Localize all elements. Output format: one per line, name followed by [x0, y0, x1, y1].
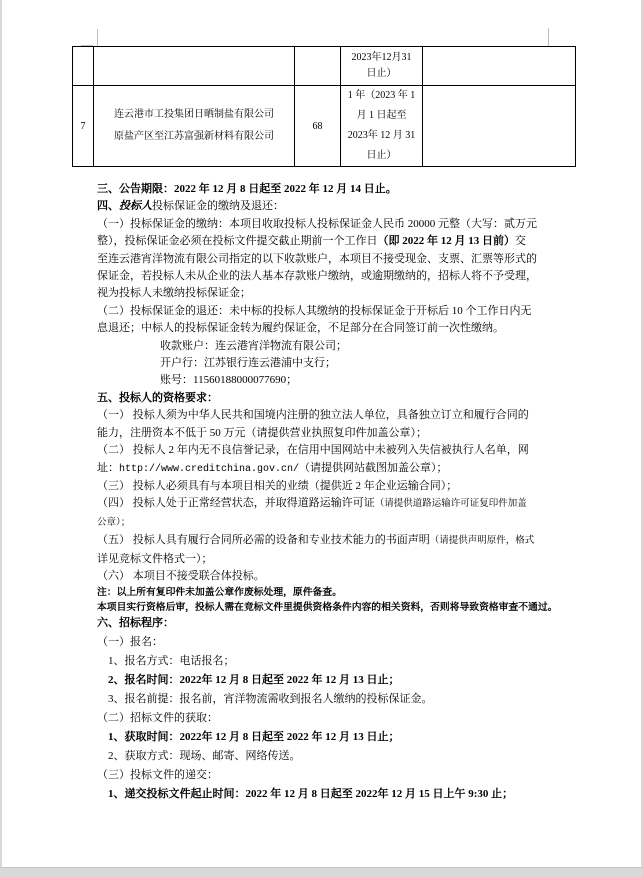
- text-run: 本项目实行资格后审，投标人需在竞标文件里提供资格条件内容的相关资料，否则将导致资格审查不通过。: [97, 602, 558, 614]
- text-run: 1、递交投标文件起止时间：2022 年 12 月 8 日起至 2022年 12 月 15 日上午 9:30 止；: [108, 787, 514, 800]
- text-line: [0, 532, 643, 550]
- text-run: 四、: [97, 200, 119, 213]
- text-run: （六） 本项目不接受联合体投标。: [97, 569, 265, 582]
- duration-line: 2023年 12 月 31: [347, 130, 416, 141]
- table-cell-remark: [423, 86, 576, 167]
- text-line: [0, 372, 643, 389]
- text-line: [0, 355, 643, 372]
- text-run: （二）投标保证金的退还：未中标的投标人其缴纳的投标保证金于开标后 10 个工作日内无: [97, 304, 532, 317]
- text-run: 1、获取时间：2022年 12 月 8 日起至 2022 年 12 月 13 日止；: [108, 730, 400, 743]
- text-run: （二） 投标人 2 年内无不良信誉记录，在信用中国网站中未被列入失信被执行人名单，网: [97, 444, 529, 457]
- text-run: 3、报名前提：报名前，宵洋物流需收到报名人缴纳的投标保证金。: [108, 692, 433, 705]
- duration-line: 2023年12月31: [351, 52, 412, 63]
- duration-line: 月 1 日起至: [356, 110, 407, 121]
- text-run: （四） 投标人处于正常经营状态，并取得道路运输许可证: [97, 497, 375, 510]
- text-run: （请提供道路运输许可证复印件加盖: [374, 499, 527, 510]
- text-line: [0, 216, 643, 233]
- text-line: [0, 671, 643, 690]
- table-cell-duration: [341, 86, 423, 167]
- table-cell-company: [94, 47, 295, 86]
- text-run: （二）招标文件的获取：: [97, 711, 218, 724]
- text-line: [0, 747, 643, 766]
- text-run: 息退还；中标人的投标保证金转为履约保证金，不足部分在合同签订前一次性缴纳。: [97, 322, 504, 335]
- text-run: （请提供网站截图加盖公章）；: [299, 461, 448, 474]
- duration-line: 日止）: [366, 68, 397, 79]
- text-line: [0, 390, 643, 407]
- text-run: 能力，注册资本不低于 50 万元（请提供营业执照复印件加盖公章）；: [97, 426, 427, 439]
- text-run: 投标人: [119, 200, 152, 213]
- text-line: [0, 251, 643, 268]
- text-line: [0, 495, 643, 513]
- text-line: [0, 568, 643, 585]
- text-line: [0, 615, 643, 632]
- text-line: [0, 600, 643, 615]
- text-run: 开户行：江苏银行连云港浦中支行；: [160, 357, 336, 370]
- text-line: [0, 460, 643, 478]
- text-run: 交: [515, 235, 526, 248]
- text-line: [0, 766, 643, 785]
- text-boundary-mark-left: [97, 29, 98, 46]
- text-run: （五） 投标人具有履行合同所必需的设备和专业技术能力的书面声明: [97, 534, 430, 547]
- text-line: [0, 478, 643, 495]
- body-text: [0, 181, 643, 804]
- table-cell-qty: 68: [295, 86, 341, 167]
- text-run: 投标保证金的缴纳及退还：: [152, 200, 284, 213]
- text-run: 视为投标人未缴纳投标保证金；: [97, 287, 251, 300]
- text-run: （一）投标保证金的缴纳：本项目收取投标人投标保证金人民币 20000 元整（大写：贰万元: [97, 217, 537, 230]
- table-cell-qty: [295, 47, 341, 86]
- text-run: 三、公告期限：2022 年 12 月 8 日起至 2022 年 12 月 14 日止。: [97, 183, 397, 195]
- text-run: （一）报名：: [97, 635, 163, 648]
- text-line: [0, 728, 643, 747]
- text-line: [0, 303, 643, 320]
- company-line: 原盐产区至江苏富强新材料有限公司: [114, 131, 274, 142]
- table-cell-duration: [341, 47, 423, 86]
- text-line: [0, 442, 643, 459]
- text-line: [0, 198, 643, 215]
- duration-line: 日止）: [366, 150, 397, 161]
- text-line: [0, 425, 643, 442]
- text-line: [0, 633, 643, 652]
- text-run: 1、报名方式：电话报名；: [108, 654, 235, 667]
- table-cell-no: [73, 47, 94, 86]
- text-run: 注：以上所有复印件未加盖公章作废标处理，原件备查。: [97, 587, 342, 599]
- text-run: 址：: [97, 461, 119, 474]
- text-run: 2、报名时间：2022年 12 月 8 日起至 2022 年 12 月 13 日止；: [108, 673, 400, 686]
- table-row: [73, 86, 576, 167]
- text-boundary-mark-right: [548, 28, 549, 47]
- text-run: 账号：11560188000077690；: [160, 374, 298, 387]
- company-line: 连云港市工投集团日晒制盐有限公司: [114, 109, 274, 120]
- table-cell-no: 7: [73, 86, 94, 167]
- text-line: [0, 268, 643, 285]
- text-line: [0, 338, 643, 355]
- text-run: 六、招标程序：: [97, 617, 174, 630]
- text-line: [0, 709, 643, 728]
- text-run: 收款账户：连云港宵洋物流有限公司；: [160, 339, 347, 352]
- text-run: 2、获取方式：现场、邮寄、网络传送。: [108, 749, 301, 762]
- duration-line: 1 年（2023 年 1: [347, 90, 416, 101]
- text-run: （三） 投标人必须具有与本项目相关的业绩（提供近 2 年企业运输合同）；: [97, 479, 458, 492]
- table-row: [73, 47, 576, 86]
- text-line: [0, 320, 643, 337]
- text-run: 五、投标人的资格要求：: [97, 391, 218, 404]
- text-line: [0, 585, 643, 600]
- text-run: （三）投标文件的递交：: [97, 768, 218, 781]
- text-run: 整），投标保证金必须在投标文件提交截止期前一个工作日: [97, 235, 378, 248]
- text-line: [0, 181, 643, 198]
- table-cell-remark: [423, 47, 576, 86]
- text-line: [0, 690, 643, 709]
- text-line: [0, 407, 643, 424]
- text-run: http://www.creditchina.gov.cn/: [119, 463, 300, 475]
- text-line: [0, 514, 643, 532]
- contract-table: [72, 46, 576, 167]
- text-run: 保证金，若投标人未从企业的法人基本存款账户缴纳，或逾期缴纳的，招标人将不予受理，: [97, 270, 537, 283]
- text-line: [0, 551, 643, 568]
- text-run: （即 2022 年 12 月 13 日前）: [377, 235, 515, 248]
- text-run: 至连云港宵洋物流有限公司指定的以下收款账户，本项目不接受现金、支票、汇票等形式的: [97, 252, 537, 265]
- text-line: [0, 233, 643, 250]
- table-cell-company: [94, 86, 295, 167]
- text-run: 详见竞标文件格式一）；: [97, 552, 213, 565]
- text-line: [0, 785, 643, 804]
- text-run: （请提供声明原件，格式: [429, 536, 535, 547]
- text-run: 公章）；: [97, 517, 131, 528]
- text-run: （一） 投标人须为中华人民共和国境内注册的独立法人单位，具备独立订立和履行合同的: [97, 409, 529, 422]
- text-line: [0, 285, 643, 302]
- text-line: [0, 652, 643, 671]
